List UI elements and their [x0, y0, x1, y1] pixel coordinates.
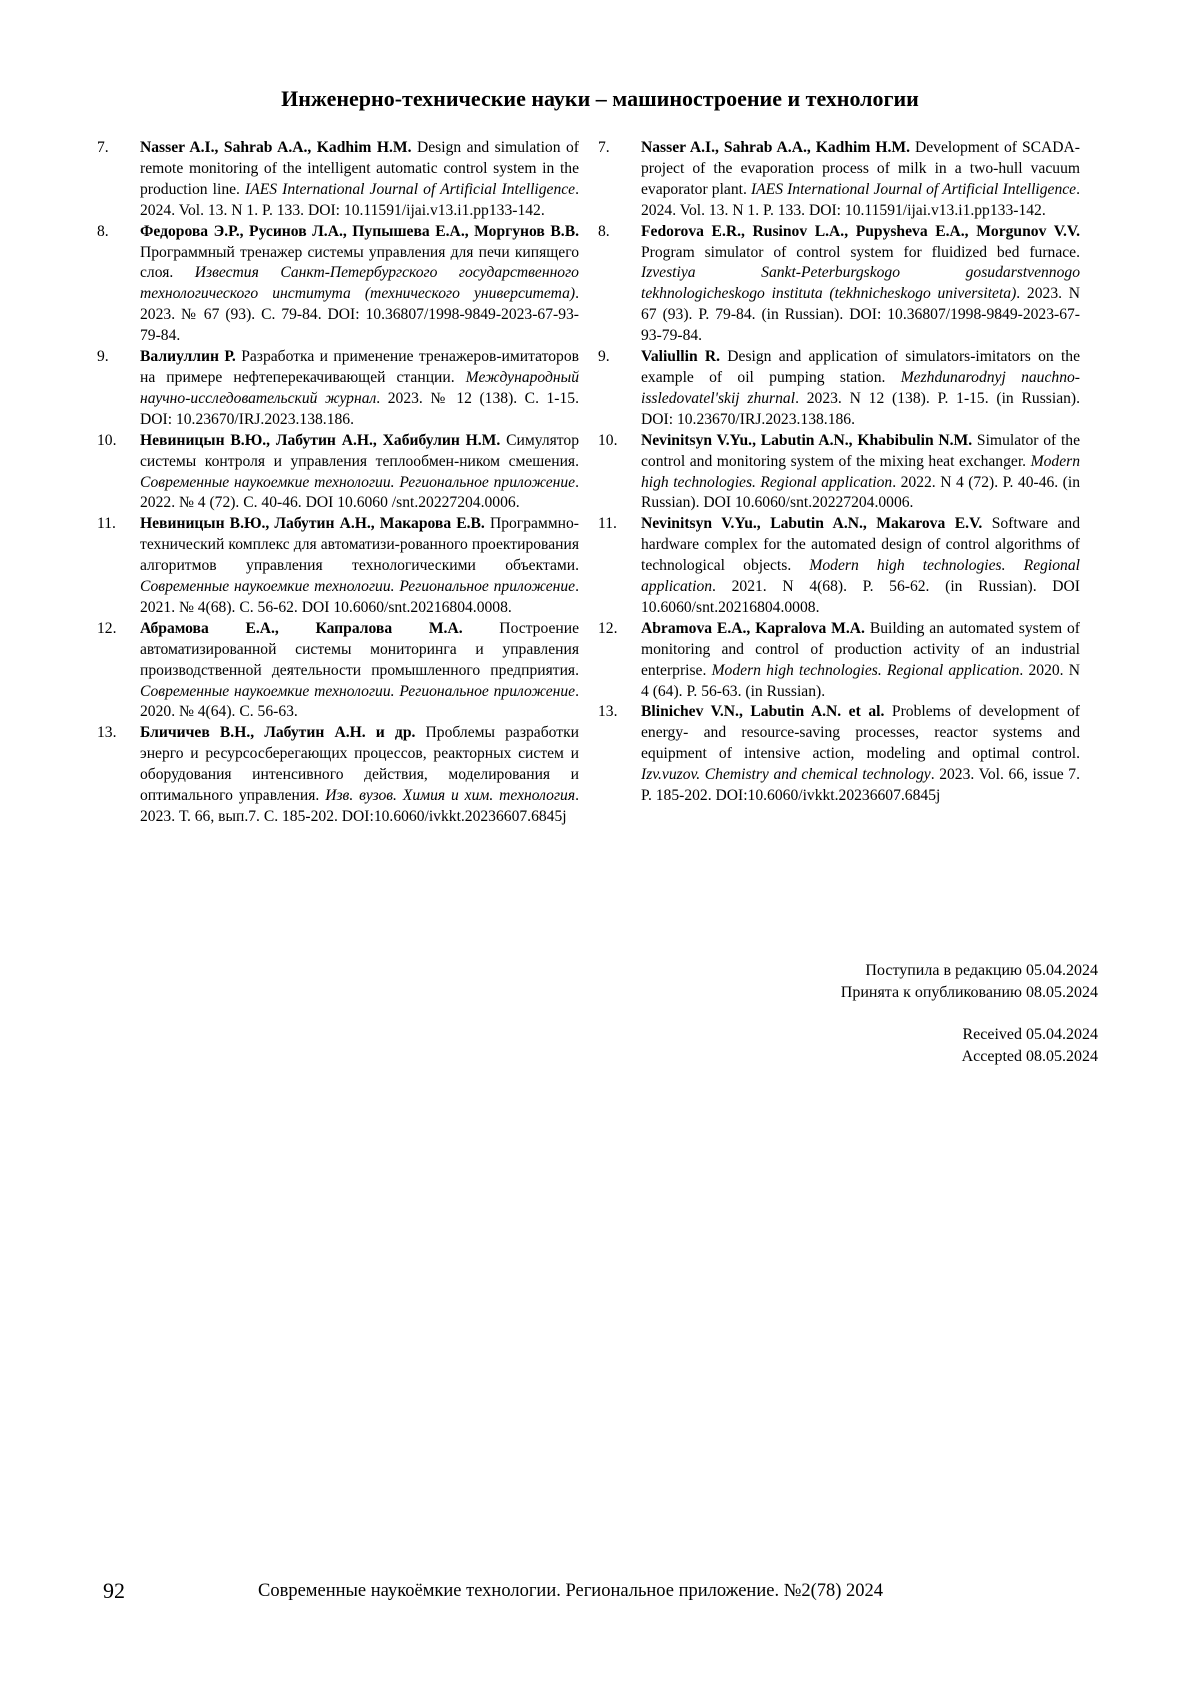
- page-footer: [0, 1578, 1200, 1608]
- dates-english: [600, 1024, 1098, 1068]
- running-header-title: Инженерно-технические науки – машиностроение и технологии: [281, 86, 919, 111]
- reference-details: . 2023. N 12 (138). P. 1-15. (in Russian). DOI: 10.23670/IRJ.2023.138.186.: [641, 389, 1080, 428]
- reference-authors: Nasser A.I., Sahrab A.A., Kadhim H.M.: [140, 139, 412, 156]
- reference-title: Программно-технический комплекс для автоматизи-рованного проектирования алгоритмов управления технологическими объектами.: [140, 515, 579, 575]
- reference-number: 11.: [97, 515, 116, 533]
- reference-details: . 2023. № 12 (138). С. 1-15. DOI: 10.23670/IRJ.2023.138.186.: [140, 389, 579, 428]
- reference-authors: Невиницын В.Ю., Лабутин А.Н., Макарова Е.В.: [140, 515, 485, 533]
- reference-source: IAES International Journal of Artificial Intelligence: [750, 180, 1077, 198]
- reference-item: [598, 702, 1080, 807]
- reference-number: 7.: [97, 139, 109, 156]
- reference-authors: Nevinitsyn V.Yu., Labutin A.N., Makarova E.V.: [641, 515, 983, 533]
- reference-details: . 2024. Vol. 13. N 1. P. 133. DOI: 10.11591/ijai.v13.i1.pp133-142.: [140, 180, 579, 219]
- page-number: 92: [103, 1578, 125, 1603]
- reference-details: . 2021. № 4(68). С. 56-62. DOI 10.6060/snt.20216804.0008.: [140, 578, 579, 616]
- reference-item: [598, 222, 1080, 347]
- reference-source: Международный научно-исследовательский журнал: [140, 368, 579, 407]
- reference-source: Modern high technologies. Regional application: [641, 452, 1080, 491]
- reference-number: 11.: [598, 515, 617, 533]
- reference-number: 12.: [598, 619, 618, 637]
- reference-details: . 2020. № 4(64). С. 56-63.: [140, 682, 579, 721]
- reference-authors: Бличичев В.Н., Лабутин А.Н. и др.: [140, 724, 416, 742]
- reference-details: . 2024. Vol. 13. N 1. P. 133. DOI: 10.11591/ijai.v13.i1.pp133-142.: [641, 180, 1081, 219]
- reference-item: [598, 431, 1080, 515]
- reference-authors: Nevinitsyn V.Yu., Labutin A.N., Khabibulin N.M.: [641, 431, 973, 449]
- reference-source: Современные наукоемкие технологии. Региональное приложение: [140, 473, 576, 491]
- reference-title: Simulator of the control and monitoring system of the mixing heat exchanger.: [641, 431, 1080, 470]
- reference-title: Software and hardware complex for the automated design of control algorithms of technological objects.: [641, 515, 1081, 575]
- reference-title: Problems of development of energy- and resource-saving processes, reactor systems and equipment of intensive action, modeling and optimal control.: [641, 703, 1080, 763]
- reference-item: [97, 431, 579, 515]
- reference-details: . 2023. N 67 (93). P. 79-84. (in Russian). DOI: 10.36807/1998-9849-2023-67-93-79-84.: [641, 285, 1081, 345]
- reference-details: . 2022. N 4 (72). P. 40-46. (in Russian). DOI 10.6060/snt.20227204.0006.: [641, 473, 1080, 512]
- reference-item: [97, 723, 579, 828]
- reference-source: Izvestiya Sankt-Peterburgskogo gosudarstvennogo tekhnologicheskogo instituta (tekhnicheskogo universiteta): [641, 264, 1080, 303]
- reference-authors: Nasser A.I., Sahrab A.A., Kadhim H.M.: [641, 139, 910, 156]
- reference-source: Современные наукоемкие технологии. Региональное приложение: [140, 578, 576, 596]
- references-english: [598, 138, 1080, 807]
- reference-details: . 2023. Т. 66, вып.7. С. 185-202. DOI:10.6060/ivkkt.20236607.6845j: [140, 787, 579, 825]
- reference-details: . 2022. № 4 (72). С. 40-46. DOI 10.6060 /snt.20227204.0006.: [140, 473, 579, 512]
- reference-item: [598, 514, 1080, 619]
- reference-source: Mezhdunarodnyj nauchno-issledovatel'skij zhurnal: [641, 368, 1080, 407]
- reference-title: Программный тренажер системы управления для печи кипящего слоя.: [140, 243, 579, 282]
- reference-source: Известия Санкт-Петербургского государственного технологического института (технического университета): [140, 264, 579, 303]
- reference-authors: Valiullin R.: [641, 348, 721, 366]
- reference-number: 13.: [598, 703, 618, 721]
- reference-source: Izv.vuzov. Chemistry and chemical technology: [641, 766, 931, 784]
- reference-title: Program simulator of control system for fluidized bed furnace.: [641, 243, 1080, 261]
- reference-details: . 2021. N 4(68). P. 56-62. (in Russian). DOI 10.6060/snt.20216804.0008.: [641, 578, 1080, 616]
- reference-item: [598, 138, 1080, 222]
- reference-source: Современные наукоемкие технологии. Региональное приложение: [140, 682, 576, 700]
- reference-number: 12.: [97, 619, 117, 637]
- reference-authors: Валиуллин Р.: [140, 348, 236, 366]
- reference-title: Design and simulation of remote monitoring of the intelligent automatic control system in the production line.: [140, 139, 579, 198]
- reference-number: 8.: [598, 222, 610, 240]
- reference-source: Modern high technologies. Regional application: [641, 557, 1080, 596]
- reference-title: Разработка и применение тренажеров-имитаторов на примере нефтеперекачивающей станции.: [140, 348, 579, 386]
- reference-item: [598, 347, 1080, 431]
- references-russian: [97, 138, 579, 828]
- reference-item: [97, 222, 579, 347]
- reference-details: . 2020. N 4 (64). P. 56-63. (in Russian).: [641, 661, 1081, 700]
- reference-source: Изв. вузов. Химия и хим. технология: [325, 787, 576, 805]
- reference-item: [97, 347, 579, 431]
- journal-title: Современные наукоёмкие технологии. Региональное приложение. №2(78) 2024: [258, 1581, 884, 1601]
- reference-authors: Невиницын В.Ю., Лабутин А.Н., Хабибулин Н.М.: [140, 431, 501, 449]
- reference-item: [97, 514, 579, 619]
- reference-authors: Abramova E.A., Kapralova M.A.: [641, 619, 865, 637]
- reference-source: IAES International Journal of Artificial Intelligence: [245, 180, 576, 198]
- accepted-date-ru: Принята к опубликованию 08.05.2024: [840, 984, 1098, 1001]
- reference-authors: Blinichev V.N., Labutin A.N. et al.: [641, 703, 885, 721]
- reference-details: . 2023. № 67 (93). С. 79-84. DOI: 10.36807/1998-9849-2023-67-93-79-84.: [140, 285, 579, 345]
- reference-number: 9.: [598, 348, 610, 366]
- reference-authors: Абрамова Е.А., Капралова М.А.: [140, 619, 463, 637]
- reference-title: Построение автоматизированной системы мониторинга и управления производственной деятельности промышленного предприятия.: [140, 619, 579, 679]
- reference-item: [97, 619, 579, 724]
- reference-number: 13.: [97, 724, 117, 742]
- accepted-date-en: Accepted 08.05.2024: [961, 1048, 1098, 1065]
- reference-authors: Федорова Э.Р., Русинов Л.А., Пупышева Е.А., Моргунов В.В.: [140, 222, 579, 240]
- dates-russian: [600, 960, 1098, 1004]
- reference-number: 8.: [97, 222, 109, 240]
- reference-number: 9.: [97, 348, 109, 366]
- reference-title: Design and application of simulators-imitators on the example of oil pumping station.: [641, 348, 1080, 386]
- reference-number: 10.: [598, 431, 618, 449]
- reference-item: [97, 138, 579, 222]
- reference-number: 10.: [97, 431, 117, 449]
- reference-source: Modern high technologies. Regional application: [711, 661, 1020, 679]
- reference-title: Development of SCADA-project of the evaporation process of milk in a two-hull vacuum evaporator plant.: [641, 139, 1080, 198]
- received-date-en: Received 05.04.2024: [962, 1026, 1098, 1043]
- received-date-ru: Поступила в редакцию 05.04.2024: [865, 962, 1098, 979]
- reference-authors: Fedorova E.R., Rusinov L.A., Pupysheva E.A., Morgunov V.V.: [641, 222, 1080, 240]
- running-header: [0, 86, 1200, 112]
- reference-number: 7.: [598, 139, 610, 156]
- reference-title: Симулятор системы контроля и управления теплообмен-ником смешения.: [140, 431, 580, 470]
- reference-details: . 2023. Vol. 66, issue 7. P. 185-202. DOI:10.6060/ivkkt.20236607.6845j: [641, 766, 1080, 805]
- reference-item: [598, 619, 1080, 703]
- reference-title: Building an automated system of monitoring and control of production activity of an industrial enterprise.: [641, 619, 1080, 679]
- reference-title: Проблемы разработки энерго и ресурсосберегающих процессов, реакторных систем и оборудования интенсивного действия, моделирования и оптимального управления.: [140, 724, 579, 805]
